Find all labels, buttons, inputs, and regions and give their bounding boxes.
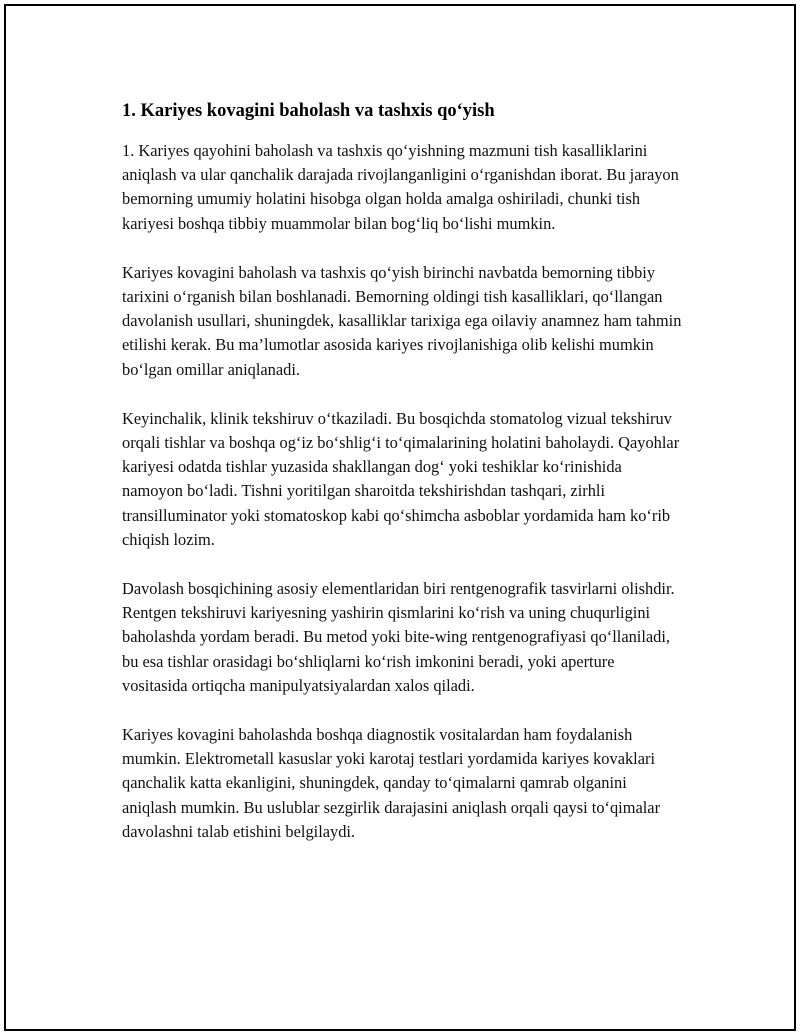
paragraph-diagnostic-tools: Kariyes kovagini baholashda boshqa diagnostik vositalardan ham foydalanish mumkin. Elektrometall kasuslar yoki karotaj testlari yordamida kariyes kovaklari qanchalik katta ekanligini, shuningdek, qanday to‘qimalarni qamrab olganini aniqlash mumkin. Bu uslublar sezgirlik darajasini aniqlash orqali qaysi to‘qimalar davolashni talab etishini belgilaydi. bbox=[122, 725, 661, 841]
section-heading: 1. Kariyes kovagini baholash va tashxis qo‘yish bbox=[122, 101, 495, 121]
document-body bbox=[122, 99, 682, 869]
page-frame bbox=[4, 4, 796, 1031]
paragraph-clinical-exam: Keyinchalik, klinik tekshiruv o‘tkaziladi. Bu bosqichda stomatolog vizual tekshiruv orqali tishlar va boshqa og‘iz bo‘shlig‘i to‘qimalarining holatini baholaydi. Qayohlar kariyesi odatda tishlar yuzasida shakllangan dog‘ yoki teshiklar ko‘rinishida namoyon bo‘ladi. Tishni yoritilgan sharoitda tekshirishdan tashqari, zirhli transilluminator yoki stomatoskop kabi qo‘shimcha asboblar yordamida ham ko‘rib chiqish lozim. bbox=[122, 408, 680, 549]
paragraph-intro: 1. Kariyes qayohini baholash va tashxis qo‘yishning mazmuni tish kasalliklarini aniqlash va ular qanchalik darajada rivojlanganligini o‘rganishdan iborat. Bu jarayon bemorning umumiy holatini hisobga olgan holda amalga oshiriladi, chunki tish kariyesi boshqa tibbiy muammolar bilan bog‘liq bo‘lishi mumkin. bbox=[122, 141, 679, 233]
paragraph-radiography: Davolash bosqichining asosiy elementlaridan biri rentgenografik tasvirlarni olishdir. Rentgen tekshiruvi kariyesning yashirin qismlarini ko‘rish va uning chuqurligini baholashda yordam beradi. Bu metod yoki bite-wing rentgenografiyasi qo‘llaniladi, bu esa tishlar orasidagi bo‘shliqlarni ko‘rish imkonini beradi, yoki aperture vositasida ortiqcha manipulyatsiyalardan xalos qiladi. bbox=[122, 579, 675, 695]
paragraph-medical-history: Kariyes kovagini baholash va tashxis qo‘yish birinchi navbatda bemorning tibbiy tarixini o‘rganish bilan boshlanadi. Bemorning oldingi tish kasalliklari, qo‘llangan davolanish usullari, shuningdek, kasalliklar tarixiga ega oilaviy anamnez ham tahmin etilishi kerak. Bu ma’lumotlar asosida kariyes rivojlanishiga olib kelishi mumkin bo‘lgan omillar aniqlanadi. bbox=[122, 262, 682, 379]
